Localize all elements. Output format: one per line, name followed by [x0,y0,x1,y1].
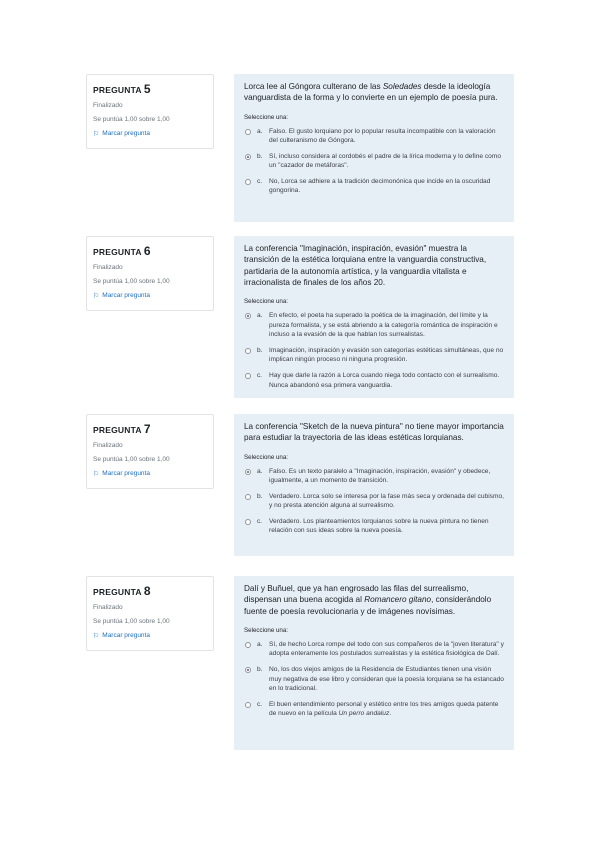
question-block-6 [86,236,514,396]
radio-button[interactable] [245,494,251,500]
question-text [244,243,504,288]
flag-question-label: Marcar pregunta [102,632,150,640]
select-one-label: Seleccione una: [244,113,289,121]
radio-button[interactable] [245,348,251,354]
option-text-part: En efecto, el poeta ha superado la poética de la imaginación, del límite y la pureza formalista, y se está abriendo a la categoría romántica de inspiración e incluso a la evasión de la que hablan los surrealistas. [269,312,498,339]
answer-option[interactable] [244,492,504,511]
option-text-italic: Un perro andaluz [338,710,390,718]
radio-button[interactable] [245,702,251,708]
question-label: PREGUNTA [93,85,142,95]
radio-button[interactable] [245,642,251,648]
question-number: 8 [143,584,151,598]
flag-question-link[interactable] [93,470,213,478]
radio-button[interactable] [245,469,251,475]
select-one-label: Seleccione una: [244,626,289,634]
question-text-part: La conferencia "Imaginación, inspiración, evasión" muestra la transición de la estética lorquiana entre la vanguardia constructiva, partidaria de la autonomía artística, y la vanguardia vitalista e irracionalista de finales de los años 20. [244,244,487,287]
question-text-part-end: desde la ideología vanguardista de la forma y lo convierte en un ejemplo de poesía pura. [244,82,498,103]
answer-option[interactable] [244,700,504,719]
question-text [244,81,504,104]
question-content [234,576,514,750]
answer-option[interactable] [244,346,504,365]
answer-option[interactable] [244,665,504,694]
option-text [269,467,504,486]
question-content [234,236,514,398]
question-score: Se puntúa 1,00 sobre 1,00 [93,115,170,123]
option-text-part: Verdadero. Los planteamientos lorquianos sobre la nueva pintura no tienen relación con sus ideas sobre la nueva poesía. [269,517,489,535]
question-status: Finalizado [93,102,123,109]
option-text [269,311,504,340]
option-letter: a. [257,312,263,320]
option-letter: b. [257,666,263,674]
answer-option[interactable] [244,371,504,390]
option-text [269,371,504,390]
question-number: 6 [143,244,151,258]
question-score: Se puntúa 1,00 sobre 1,00 [93,455,170,463]
option-text [269,346,504,365]
question-block-7 [86,414,514,556]
question-info-panel [86,236,214,311]
option-text-part: Falso. Es un texto paralelo a "Imaginación, inspiración, evasión" y obedece, igualmente, a un momento de transición. [269,467,491,485]
option-text-part: No, Lorca se adhiere a la tradición decimonónica que incide en la oscuridad gongorina. [269,177,491,195]
question-info-panel [86,576,214,651]
radio-button[interactable] [245,179,251,185]
radio-button[interactable] [245,667,251,673]
question-heading [93,244,213,258]
option-letter: a. [257,127,263,135]
option-text [269,127,504,146]
answer-option[interactable] [244,177,504,196]
option-text [269,665,504,694]
flag-question-label: Marcar pregunta [102,470,150,478]
radio-button[interactable] [245,519,251,525]
option-letter: a. [257,640,263,648]
question-label: PREGUNTA [93,425,142,435]
option-letter: c. [257,517,263,525]
option-letter: c. [257,371,263,379]
radio-button[interactable] [245,129,251,135]
question-status: Finalizado [93,264,123,271]
question-block-8 [86,576,514,750]
option-text-part: Verdadero. Lorca solo se interesa por la fase más seca y ordenada del cubismo, y no presta atención alguna al surrealismo. [269,492,504,510]
option-text-end: . [389,710,392,718]
option-text-part: Sí, incluso considera al cordobés el padre de la lírica moderna y lo define como un "cazador de metáforas". [269,152,502,170]
option-text [269,640,504,659]
option-text [269,517,504,536]
answer-option[interactable] [244,467,504,486]
option-text [269,152,504,171]
question-info-panel [86,414,214,489]
radio-button[interactable] [245,373,251,379]
option-letter: b. [257,152,263,160]
question-content [234,414,514,556]
question-block-5 [86,74,514,222]
answer-option[interactable] [244,152,504,171]
option-text-part: Falso. El gusto lorquiano por lo popular resulta incompatible con la valoración del culteranismo de Góngora. [269,127,496,145]
flag-icon: ⚐ [93,130,100,138]
option-letter: c. [257,177,263,185]
option-text-part: Sí, de hecho Lorca rompe del todo con sus compañeros de la "joven literatura" y adopta enteramente los postulados surrealistas y la estética fisiológica de Dalí. [269,640,504,658]
option-text-part: No, los dos viejos amigos de la Residencia de Estudiantes tienen una visión muy negativa de ese libro y consideran que la poesía lorquiana se ha estancado en lo tradicional. [269,666,504,693]
answer-option[interactable] [244,517,504,536]
question-score: Se puntúa 1,00 sobre 1,00 [93,277,170,285]
question-label: PREGUNTA [93,247,142,257]
question-text-italic: Romancero gitano [364,595,432,605]
option-text [269,177,504,196]
flag-question-label: Marcar pregunta [102,130,150,138]
question-status: Finalizado [93,604,123,611]
answer-option[interactable] [244,311,504,340]
question-text-part: La conferencia "Sketch de la nueva pintura" no tiene mayor importancia para estudiar la trayectoria de las ideas estéticas lorquianas. [244,422,504,443]
question-heading [93,422,213,436]
radio-button[interactable] [245,154,251,160]
option-text [269,700,504,719]
flag-question-label: Marcar pregunta [102,292,150,300]
question-heading [93,82,213,96]
option-text-part: El buen entendimiento personal y estético entre los tres amigos queda patente de nuevo en la película [269,700,499,718]
question-text-part-end: , considerándolo fuente de poesía revolucionaria y de imágenes novísimas. [244,595,492,616]
flag-icon: ⚐ [93,470,100,478]
answer-option[interactable] [244,127,504,146]
radio-button[interactable] [245,313,251,319]
answer-option[interactable] [244,640,504,659]
flag-question-link[interactable] [93,130,213,138]
question-text-part: Dalí y Buñuel, que ya han engrosado las filas del surrealismo, dispensan una buena acogida al [244,584,469,605]
question-status: Finalizado [93,442,123,449]
question-number: 5 [143,82,151,96]
flag-question-link[interactable] [93,632,213,640]
question-text [244,421,504,444]
question-label: PREGUNTA [93,587,142,597]
flag-icon: ⚐ [93,292,100,300]
question-info-panel [86,74,214,149]
question-score: Se puntúa 1,00 sobre 1,00 [93,617,170,625]
question-text-italic: Soledades [382,82,422,91]
question-text [244,583,504,617]
option-letter: a. [257,467,263,475]
flag-question-link[interactable] [93,292,213,300]
select-one-label: Seleccione una: [244,453,289,461]
question-number: 7 [143,422,151,436]
option-text-part: Hay que darle la razón a Lorca cuando niega todo contacto con el surrealismo. Nunca abandonó esa primera vanguardia. [269,371,500,389]
question-heading [93,584,213,598]
option-letter: b. [257,346,263,354]
option-text-part: Imaginación, inspiración y evasión son categorías estéticas simultáneas, que no implican ningún proceso ni ninguna progresión. [269,346,504,364]
option-letter: b. [257,492,263,500]
select-one-label: Seleccione una: [244,298,289,306]
flag-icon: ⚐ [93,632,100,640]
question-content [234,74,514,222]
question-text-part: Lorca lee al Góngora culterano de las [244,82,383,91]
option-letter: c. [257,700,263,708]
option-text [269,492,504,511]
